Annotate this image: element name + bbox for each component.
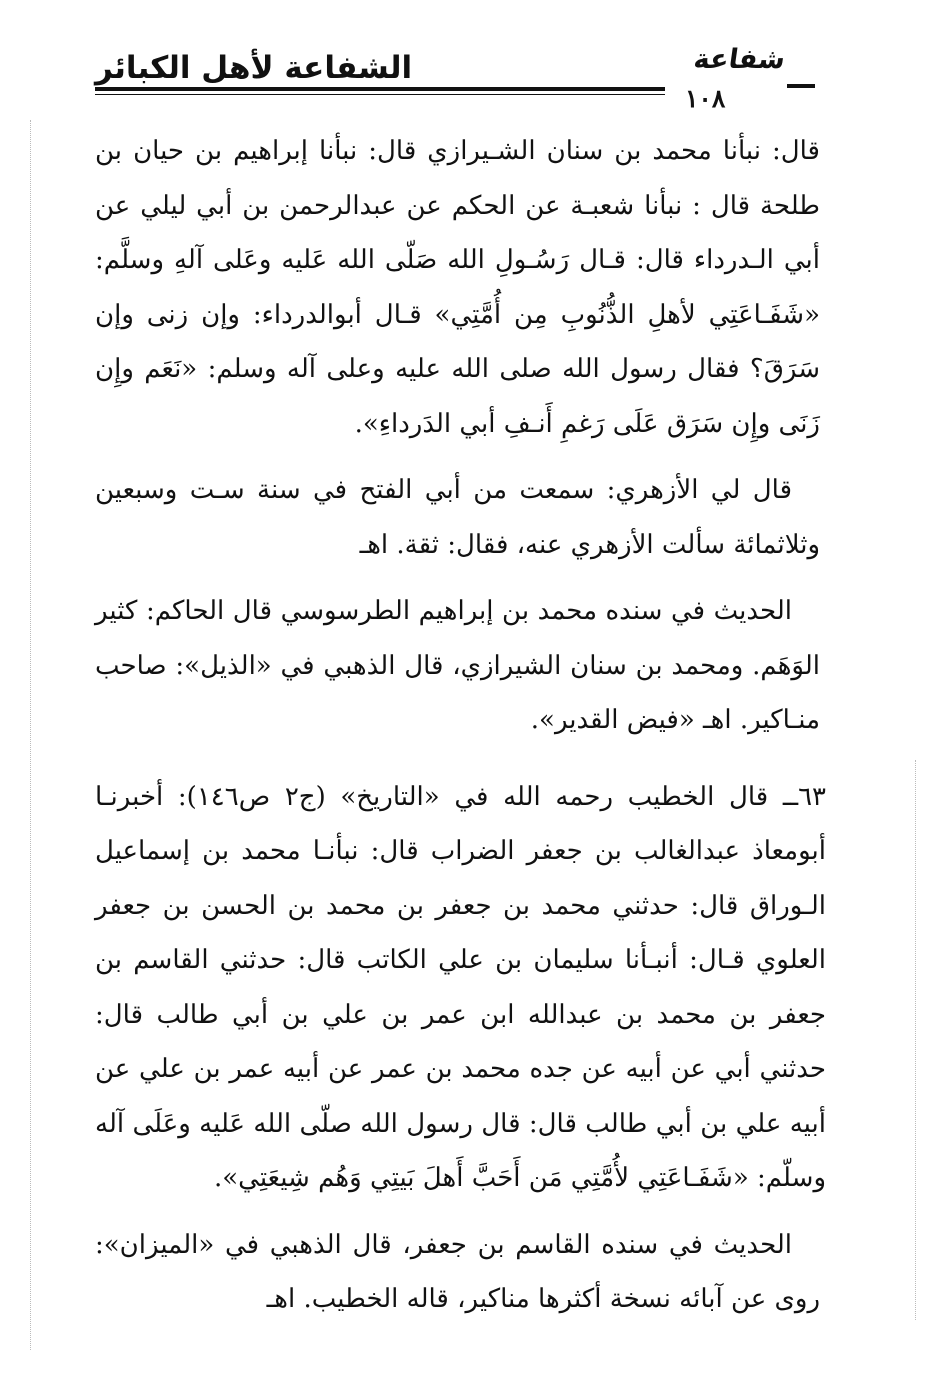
body-text (95, 124, 827, 1327)
series-logo-text: شفاعة (691, 44, 788, 75)
page-number: ١٠٨ (685, 84, 726, 113)
series-logo (691, 40, 815, 100)
book-title: الشفاعة لأهل الكبائر (95, 50, 413, 86)
paragraph-commentary-2: الحديث في سنده القاسم بن جعفر، قال الذهبي في «الميزان»: روى عن آبائه نسخة أكثرها مناكير، قاله الخطيب. اهـ (95, 1229, 820, 1314)
scan-margin-mark (915, 760, 916, 1320)
header-rule-thin (95, 94, 665, 95)
page-header (95, 40, 815, 113)
paragraph-hadith-63: ٦٣ــ قال الخطيب رحمه الله في «التاريخ» (ج٢ ص١٤٦): أخبرنـا أبومعاذ عبدالغالب بن جعفر الضراب قال: نبأنـا محمد بن إسماعيل الـوراق قال: حدثني محمد بن جعفر بن محمد بن الحسن بن جعفر العلوي قـال: أنبـأنا سليمان بن علي الكاتب قال: حدثني القاسم بن جعفر بن محمد بن عبدالله ابن عمر بن علي بن أبي طالب قال: حدثني أبي عن أبيه عن جده محمد بن عمر عن أبيه عمر بن علي عن أبيه علي بن أبي طالب قال: قال رسول الله صلّى الله عَليه وعَلَى آله وسلّم: «شَفَـاعَتِي لأُمَّتِي مَن أَحَبَّ أَهلَ بَيتِي وَهُم شِيعَتِي». (95, 781, 827, 1193)
scan-margin-mark (30, 120, 31, 1350)
paragraph-isnad: قال: نبأنا محمد بن سنان الشـيرازي قال: نبأنا إبراهيم بن حيان بن طلحة قال : نبأنا شعبـة عن الحكم عن عبدالرحمن بن أبي ليلي عن أبي الـدرداء قال: قـال رَسُـولِ الله صَلّى الله عَليه وعَلى آلهِ وسلَّم: «شَفَـاعَتِي لأهلِ الذُّنُوبِ مِن أُمَّتِي» قـال أبوالدرداء: وإن زنى وإن سَرَقَ؟ فقال رسول الله صلى الله عليه وعلى آله وسلم: «نَعَم وإِن زَنَى وإِن سَرَق عَلَى رَغمِ أَنـفِ أبي الدَرداءِ». (95, 136, 820, 439)
header-rule (95, 87, 665, 91)
paragraph-azhari: قال لي الأزهري: سمعت من أبي الفتح في سنة سـت وسبعين وثلاثمائة سألت الأزهري عنه، فقال: ثقة. اهـ (95, 475, 820, 560)
paragraph-commentary: الحديث في سنده محمد بن إبراهيم الطرسوسي قال الحاكم: كثير الوَهَم. ومحمد بن سنان الشيرازي، قال الذهبي في «الذيل»: صاحب منـاكير. اهـ «فيض القدير». (95, 596, 820, 735)
logo-dash (787, 84, 815, 88)
